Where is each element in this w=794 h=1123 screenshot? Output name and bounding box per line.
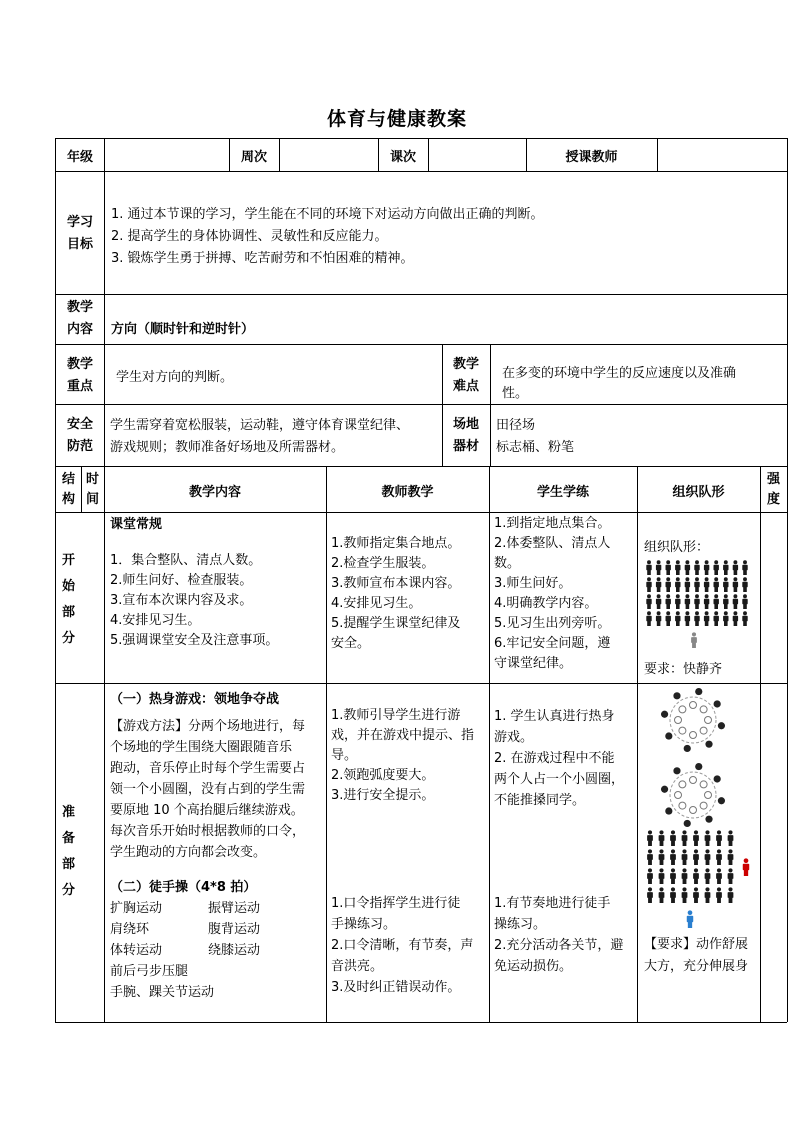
- game-title: （一）热身游戏：领地争夺战: [110, 692, 280, 707]
- student-figure: [693, 849, 699, 865]
- intensity-header: [760, 470, 787, 510]
- game-line: 领一个小圆圈，没有占到的学生需: [110, 782, 306, 797]
- student-figure: [723, 560, 728, 575]
- student-dot: [718, 722, 725, 729]
- student-figure: [728, 887, 734, 903]
- exercise-item: 腹背运动: [208, 922, 261, 937]
- student-figure: [656, 577, 661, 592]
- venue-label-2: 器材: [452, 439, 479, 454]
- student-figure: [685, 611, 690, 626]
- objectives-label: [56, 212, 104, 256]
- exercise-title: （二）徒手操（4*8 拍）: [110, 880, 257, 895]
- student-figure: [656, 560, 661, 575]
- intensity-header-2: 度: [766, 492, 780, 507]
- prep-section-label: [56, 800, 81, 904]
- small-circle: [675, 717, 682, 724]
- student-figure: [659, 849, 665, 865]
- small-circle: [705, 717, 712, 724]
- exercise-item: 体转运动: [110, 943, 163, 958]
- prep-req-line: 【要求】动作舒展: [644, 937, 749, 952]
- content-label-2: 内容: [66, 322, 93, 337]
- student-dot: [661, 711, 668, 718]
- student-figure: [694, 577, 699, 592]
- start-teacher: [331, 534, 487, 654]
- student-dot: [695, 688, 702, 695]
- student-figure: [714, 560, 719, 575]
- prep-student-item: 两个人占一个小圆圈，: [494, 772, 625, 787]
- student-dot: [718, 797, 725, 804]
- student-figure: [742, 577, 747, 592]
- small-circle: [705, 792, 712, 799]
- small-circle: [690, 702, 697, 709]
- start-teacher-item: 5.提醒学生课堂纪律及: [331, 616, 461, 631]
- difficulty-label: [442, 354, 490, 398]
- small-circle: [700, 802, 707, 809]
- student-figure: [647, 830, 653, 846]
- small-circle: [690, 807, 697, 814]
- small-circle: [679, 781, 686, 788]
- student-figure: [685, 594, 690, 609]
- student-figure: [723, 611, 728, 626]
- structure-header-2: 构: [61, 492, 75, 507]
- prep-label-char: 备: [61, 831, 75, 846]
- content-header: 教学内容: [188, 485, 241, 500]
- start-student-item: 3.师生问好。: [494, 576, 572, 591]
- student-dot: [714, 775, 721, 782]
- student-dot: [673, 767, 680, 774]
- prep-teacher-item: 1.口令指挥学生进行徒: [331, 896, 461, 911]
- content-text: 方向（顺时针和逆时针）: [111, 322, 255, 337]
- teacher-figure: [743, 858, 749, 876]
- student-figure: [714, 577, 719, 592]
- student-figure: [705, 868, 711, 884]
- objectives-label-1: 学习: [66, 215, 93, 230]
- student-figure: [723, 594, 728, 609]
- student-figure: [694, 611, 699, 626]
- page-title: 体育与健康教案: [326, 108, 467, 130]
- start-content-title: 课堂常规: [110, 517, 163, 532]
- safety-label-1: 安全: [66, 417, 93, 432]
- prep-teacher-item: 2.口令清晰，有节奏，声: [331, 938, 474, 953]
- exercise-item: 绕膝运动: [208, 943, 261, 958]
- start-section-label: [56, 548, 81, 652]
- student-figure: [670, 849, 676, 865]
- prep-student-exercise: [494, 893, 636, 977]
- game-line: 要原地 10 个高抬腿后继续游戏。: [110, 803, 304, 818]
- student-figure: [728, 849, 734, 865]
- prep-student-game: [494, 706, 636, 811]
- prep-teacher-game: [331, 706, 487, 806]
- student-figure: [704, 611, 709, 626]
- exercise-row: [110, 919, 325, 940]
- student-dot: [705, 816, 712, 823]
- student-figure: [733, 560, 738, 575]
- start-teacher-item: 4.安排见习生。: [331, 596, 422, 611]
- student-figure: [666, 611, 671, 626]
- teacher-label: 授课教师: [565, 150, 618, 165]
- objective-item: 1. 通过本节课的学习，学生能在不同的环境下对运动方向做出正确的判断。: [111, 207, 544, 222]
- formation-header: 组织队形: [672, 485, 725, 500]
- game-line: 个场地的学生围绕大圈跟随音乐: [110, 740, 293, 755]
- student-figure: [693, 868, 699, 884]
- start-content-item: 1．集合整队、清点人数。: [110, 553, 262, 568]
- teacher-figure: [691, 632, 697, 648]
- start-content-item: 4.安排见习生。: [110, 613, 201, 628]
- student-figure: [670, 830, 676, 846]
- student-figure: [693, 887, 699, 903]
- intensity-header-1: 强: [766, 472, 780, 487]
- prep-student-item: 免运动损伤。: [494, 959, 573, 974]
- safety-line: 游戏规则；教师准备好场地及所需器材。: [110, 440, 345, 455]
- small-circle: [700, 781, 707, 788]
- exercise-item: 前后弓步压腿: [110, 964, 189, 979]
- objectives-list: [111, 204, 781, 270]
- student-figure: [705, 849, 711, 865]
- start-student-item: 数。: [494, 556, 521, 571]
- prep-content: [110, 689, 325, 1003]
- student-figure: [733, 577, 738, 592]
- student-figure: [714, 594, 719, 609]
- prep-req-line: 大方，充分伸展身: [644, 959, 749, 974]
- lesson-label: 课次: [389, 150, 416, 165]
- start-teacher-item: 3.教师宣布本课内容。: [331, 576, 461, 591]
- start-student-item: 1.到指定地点集合。: [494, 516, 611, 531]
- student-figure: [646, 611, 651, 626]
- start-label-char: 部: [61, 605, 75, 620]
- start-student-item: 5.见习生出列旁听。: [494, 616, 611, 631]
- student-figure: [742, 560, 747, 575]
- prep-student-item: 1. 学生认真进行热身: [494, 709, 615, 724]
- student-figure: [659, 830, 665, 846]
- student-figure: [646, 560, 651, 575]
- prep-teacher-item: 3.进行安全提示。: [331, 788, 435, 803]
- content-label: [56, 297, 104, 341]
- running-circle: [670, 697, 716, 743]
- student-figure: [694, 560, 699, 575]
- grade-label: 年级: [66, 150, 93, 165]
- difficulty-line: 性。: [502, 386, 529, 401]
- student-figure: [646, 577, 651, 592]
- venue-label: [442, 414, 490, 458]
- student-figure: [704, 594, 709, 609]
- demonstrator-figure: [687, 910, 693, 928]
- difficulty-label-2: 难点: [452, 379, 479, 394]
- student-figure: [728, 830, 734, 846]
- student-figure: [694, 594, 699, 609]
- student-figure: [704, 577, 709, 592]
- exercise-item: 扩胸运动: [110, 901, 163, 916]
- student-figure: [682, 868, 688, 884]
- prep-teacher-item: 2.领跑弧度要大。: [331, 768, 435, 783]
- prep-teacher-item: 手操练习。: [331, 917, 397, 932]
- start-content-item: 2.师生问好、检查服装。: [110, 573, 253, 588]
- student-figure: [656, 594, 661, 609]
- student-figure: [728, 868, 734, 884]
- difficulty-label-1: 教学: [452, 357, 479, 372]
- student-header: 学生学练: [536, 485, 589, 500]
- teacher-header: 教师教学: [381, 485, 434, 500]
- start-formation-label: 组织队形：: [644, 540, 710, 555]
- student-figure: [666, 594, 671, 609]
- safety-line: 学生需穿着宽松服装，运动鞋，遵守体育课堂纪律、: [110, 418, 410, 433]
- game-line: 学生跑动的方向都会改变。: [110, 845, 267, 860]
- student-figure: [685, 577, 690, 592]
- game-line: 【游戏方法】分两个场地进行，每: [110, 719, 306, 734]
- exercise-item: 手腕、踝关节运动: [110, 985, 215, 1000]
- student-figure: [675, 560, 680, 575]
- start-formation-diagram: [644, 560, 756, 652]
- student-figure: [666, 577, 671, 592]
- prep-teacher-item: 戏，并在游戏中提示、指: [331, 728, 475, 743]
- student-figure: [723, 577, 728, 592]
- objective-item: 3. 锻炼学生勇于拼搏、吃苦耐劳和不怕困难的精神。: [111, 251, 414, 266]
- time-header-1: 时: [85, 472, 99, 487]
- small-circle: [700, 727, 707, 734]
- structure-header: [56, 470, 81, 510]
- student-figure: [682, 849, 688, 865]
- start-content-item: 5.强调课堂安全及注意事项。: [110, 633, 279, 648]
- student-figure: [682, 887, 688, 903]
- key-points-label-2: 重点: [66, 379, 93, 394]
- start-label-char: 始: [61, 579, 75, 594]
- prep-formation-requirement: [644, 934, 760, 978]
- prep-student-item: 2. 在游戏过程中不能: [494, 751, 615, 766]
- start-student-item: 2.体委整队、清点人: [494, 536, 611, 551]
- game-line: 跑动，音乐停止时每个学生需要占: [110, 761, 306, 776]
- student-figure: [646, 594, 651, 609]
- student-figure: [675, 594, 680, 609]
- start-teacher-item: 安全。: [331, 636, 371, 651]
- start-label-char: 分: [61, 631, 75, 646]
- safety-label-2: 防范: [66, 439, 93, 454]
- small-circle: [700, 706, 707, 713]
- student-dot: [665, 732, 672, 739]
- student-figure: [716, 849, 722, 865]
- start-content: [110, 515, 324, 651]
- prep-label-char: 准: [61, 805, 75, 820]
- student-figure: [685, 560, 690, 575]
- student-figure: [705, 887, 711, 903]
- student-dot: [714, 700, 721, 707]
- student-figure: [693, 830, 699, 846]
- student-dot: [665, 807, 672, 814]
- difficulty-text: [502, 364, 782, 404]
- student-dot: [673, 692, 680, 699]
- key-points-text: 学生对方向的判断。: [116, 370, 234, 385]
- student-figure: [675, 611, 680, 626]
- objective-item: 2. 提高学生的身体协调性、灵敏性和反应能力。: [111, 229, 388, 244]
- student-figure: [675, 577, 680, 592]
- exercise-row: [110, 898, 325, 919]
- student-figure: [656, 611, 661, 626]
- prep-student-item: 1.有节奏地进行徒手: [494, 896, 611, 911]
- small-circle: [679, 706, 686, 713]
- prep-teacher-item: 导。: [331, 748, 358, 763]
- game-circle-diagram-2: [660, 762, 726, 828]
- key-points-label-1: 教学: [66, 357, 93, 372]
- student-figure: [647, 849, 653, 865]
- student-figure: [705, 830, 711, 846]
- game-circle-diagram-1: [660, 687, 726, 753]
- start-student-item: 6.牢记安全问题，遵: [494, 636, 611, 651]
- student-figure: [716, 868, 722, 884]
- student-dot: [684, 820, 691, 827]
- exercise-row: [110, 940, 325, 961]
- venue-text: [496, 415, 776, 459]
- start-student-item: 4.明确教学内容。: [494, 596, 598, 611]
- structure-header-1: 结: [61, 472, 75, 487]
- start-content-item: 3.宣布本次课内容及求。: [110, 593, 253, 608]
- prep-student-item: 不能推搡同学。: [494, 793, 586, 808]
- student-figure: [704, 560, 709, 575]
- content-label-1: 教学: [66, 300, 93, 315]
- game-line: 每次音乐开始时根据教师的口令，: [110, 824, 306, 839]
- student-figure: [742, 594, 747, 609]
- prep-teacher-exercise: [331, 893, 487, 998]
- safety-text: [110, 415, 440, 459]
- time-header: [81, 470, 104, 510]
- student-figure: [647, 868, 653, 884]
- start-teacher-item: 1.教师指定集合地点。: [331, 536, 461, 551]
- student-figure: [682, 830, 688, 846]
- student-figure: [666, 560, 671, 575]
- small-circle: [679, 802, 686, 809]
- week-label: 周次: [240, 150, 267, 165]
- student-figure: [733, 594, 738, 609]
- exercise-item: 振臂运动: [208, 901, 261, 916]
- start-student: [494, 514, 636, 674]
- student-figure: [714, 611, 719, 626]
- student-figure: [659, 887, 665, 903]
- key-points-label: [56, 354, 104, 398]
- student-figure: [670, 887, 676, 903]
- venue-line: 田径场: [496, 418, 536, 433]
- prep-teacher-item: 3.及时纠正错误动作。: [331, 980, 461, 995]
- objectives-label-2: 目标: [66, 237, 93, 252]
- safety-label: [56, 414, 104, 458]
- start-formation-requirement: 要求：快静齐: [644, 662, 723, 677]
- prep-student-item: 操练习。: [494, 917, 547, 932]
- time-header-2: 间: [85, 492, 99, 507]
- start-student-item: 守课堂纪律。: [494, 656, 573, 671]
- prep-teacher-item: 音洪亮。: [331, 959, 384, 974]
- student-dot: [705, 741, 712, 748]
- start-teacher-item: 2.检查学生服装。: [331, 556, 435, 571]
- difficulty-line: 在多变的环境中学生的反应速度以及准确: [502, 366, 737, 381]
- student-figure: [716, 830, 722, 846]
- student-dot: [661, 786, 668, 793]
- prep-label-char: 分: [61, 883, 75, 898]
- venue-line: 标志桶、粉笔: [496, 440, 575, 455]
- small-circle: [679, 727, 686, 734]
- prep-student-item: 游戏。: [494, 730, 534, 745]
- student-figure: [716, 887, 722, 903]
- running-circle: [670, 772, 716, 818]
- start-label-char: 开: [61, 553, 75, 568]
- student-figure: [659, 868, 665, 884]
- student-figure: [742, 611, 747, 626]
- student-dot: [695, 763, 702, 770]
- venue-label-1: 场地: [452, 417, 479, 432]
- student-figure: [647, 887, 653, 903]
- prep-label-char: 部: [61, 857, 75, 872]
- exercise-item: 肩绕环: [110, 922, 150, 937]
- exercise-formation-diagram: [644, 830, 756, 930]
- student-figure: [670, 868, 676, 884]
- prep-teacher-item: 1.教师引导学生进行游: [331, 708, 461, 723]
- prep-student-item: 2.充分活动各关节，避: [494, 938, 624, 953]
- small-circle: [690, 732, 697, 739]
- student-figure: [733, 611, 738, 626]
- small-circle: [690, 777, 697, 784]
- student-dot: [684, 745, 691, 752]
- small-circle: [675, 792, 682, 799]
